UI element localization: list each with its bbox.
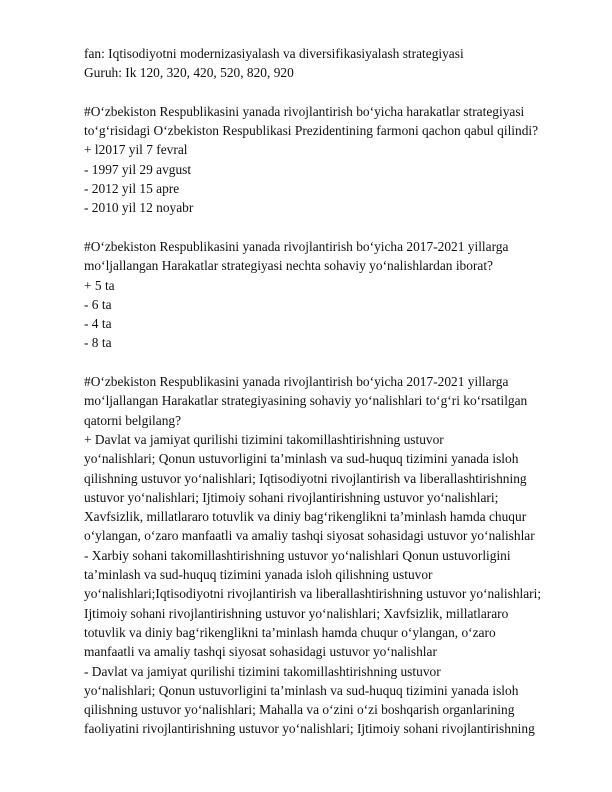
answer-option: - 2010 yil 12 noyabr <box>84 200 194 216</box>
question-2 <box>84 237 572 353</box>
question-text-line: #O‘zbekiston Respublikasini yanada rivojlantirish bo‘yicha harakatlar strategiyasi <box>84 103 525 119</box>
answer-line: faoliyatini rivojlantirishning ustuvor yo‘nalishlari; Ijtimoiy sohani rivojlantirishning <box>84 721 535 737</box>
answer-line: - Davlat va jamiyat qurilishi tizimini takomillashtirishning ustuvor <box>84 663 441 679</box>
answer-line: Xavfsizlik, millatlararo totuvlik va diniy bag‘rikenglikni ta’minlash hamda chuqur <box>84 509 527 525</box>
spacer <box>84 218 572 237</box>
spacer <box>84 353 572 372</box>
answer-option: - 6 ta <box>84 296 112 312</box>
question-text-line: mo‘ljallangan Harakatlar strategiyasi nechta sohaviy yo‘nalishlardan iborat? <box>84 258 494 274</box>
answer-option <box>84 662 572 739</box>
answer-line: yo‘nalishlari; Qonun ustuvorligini ta’minlash va sud-huquq tizimini yanada isloh <box>84 682 519 698</box>
answer-line: manfaatli va amaliy tashqi siyosat sohasidagi ustuvor yo‘nalishlar <box>84 644 437 660</box>
answer-line: qilishning ustuvor yo‘nalishlari; Iqtisodiyotni rivojlantirish va liberallashtirishning <box>84 470 527 486</box>
answer-line: ustuvor yo‘nalishlari; Ijtimoiy sohani rivojlantirishning ustuvor yo‘nalishlari; <box>84 489 499 505</box>
answer-line: yo‘nalishlari;Iqtisodiyotni rivojlantirish va liberallashtirishning ustuvor yo‘nalishlari; <box>84 586 542 602</box>
answer-option: - 2012 yil 15 apre <box>84 181 180 197</box>
question-text-line: mo‘ljallangan Harakatlar strategiyasining sohaviy yo‘nalishlari to‘g‘ri ko‘rsatilgan <box>84 393 528 409</box>
answer-line: Ijtimoiy sohani rivojlantirishning ustuvor yo‘nalishlari; Xavfsizlik, millatlararo <box>84 605 509 621</box>
question-text-line: qatorni belgilang? <box>84 412 182 428</box>
answer-line: qilishning ustuvor yo‘nalishlari; Mahalla va o‘zini o‘zi boshqarish organlarining <box>84 702 515 718</box>
question-text-line: #O‘zbekiston Respublikasini yanada rivojlantirish bo‘yicha 2017-2021 yillarga <box>84 238 509 254</box>
answer-option: - 8 ta <box>84 335 112 351</box>
answer-line: yo‘nalishlari; Qonun ustuvorligini ta’minlash va sud-huquq tizimini yanada isloh <box>84 451 519 467</box>
answer-option: - 1997 yil 29 avgust <box>84 161 192 177</box>
answer-line: o‘ylangan, o‘zaro manfaatli va amaliy tashqi siyosat sohasidagi ustuvor yo‘nalishlar <box>84 528 535 544</box>
answer-line: + Davlat va jamiyat qurilishi tizimini takomillashtirishning ustuvor <box>84 431 444 447</box>
subject-line: fan: Iqtisodiyotni modernizasiyalash va diversifikasiyalash strategiyasi <box>84 46 464 61</box>
group-line: Guruh: Ik 120, 320, 420, 520, 820, 920 <box>84 65 294 81</box>
spacer <box>84 83 572 102</box>
question-text-line: #O‘zbekiston Respublikasini yanada rivojlantirish bo‘yicha 2017-2021 yillarga <box>84 374 509 390</box>
question-text-line: to‘g‘risidagi O‘zbekiston Respublikasi Prezidentining farmoni qachon qabul qilindi? <box>84 123 539 139</box>
answer-line: - Xarbiy sohani takomillashtirishning ustuvor yo‘nalishlari Qonun ustuvorligini <box>84 547 511 563</box>
answer-option: - 4 ta <box>84 316 112 332</box>
answer-line: totuvlik va diniy bag‘rikenglikni ta’minlash hamda chuqur o‘ylangan, o‘zaro <box>84 624 496 640</box>
question-1 <box>84 102 572 218</box>
answer-option-correct: + 5 ta <box>84 277 115 293</box>
answer-option-correct: + l2017 yil 7 fevral <box>84 142 188 158</box>
answer-line: ta’minlash va sud-huquq tizimini yanada isloh qilishning ustuvor <box>84 567 433 583</box>
question-3 <box>84 372 572 739</box>
answer-option <box>84 546 572 662</box>
answer-option-correct <box>84 430 572 546</box>
